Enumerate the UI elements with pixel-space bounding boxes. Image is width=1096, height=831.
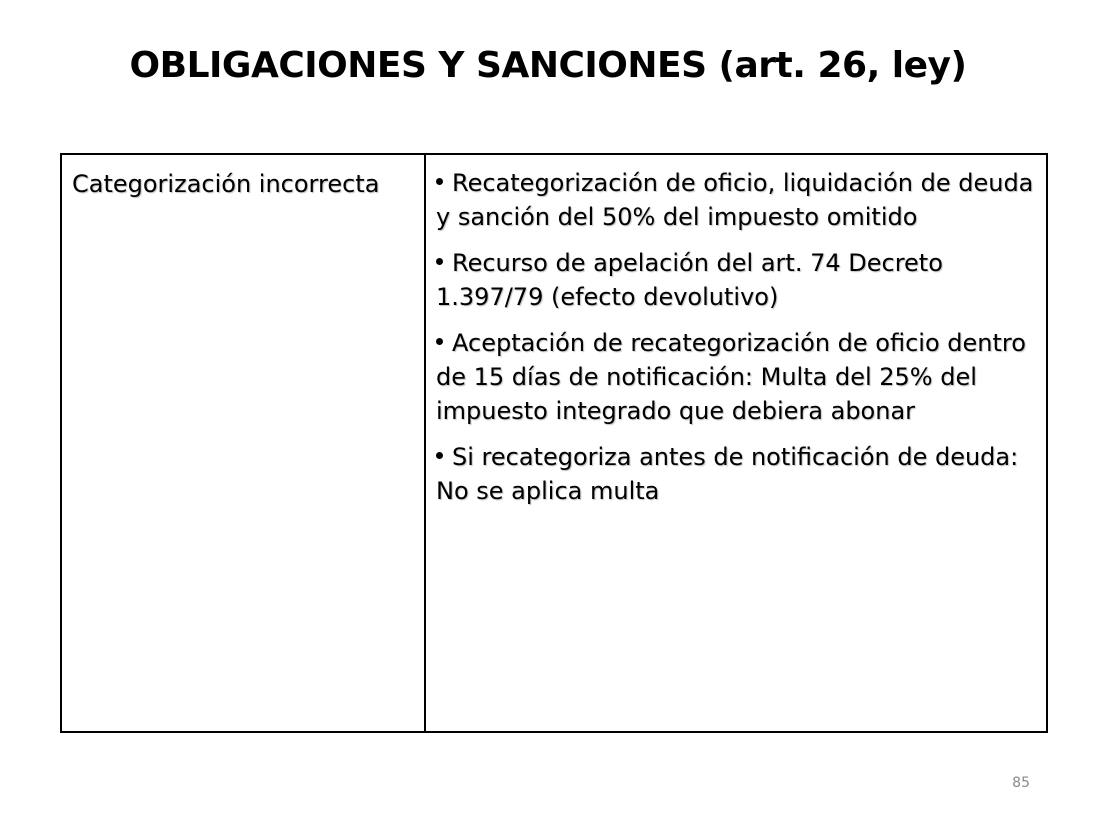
list-item-text: Aceptación de recategorización de oficio dentro de 15 días de notificación: Multa del 25% del impuesto integrado que debiera abonar	[436, 329, 1026, 425]
bullet-icon	[436, 178, 443, 185]
bullet-icon	[436, 338, 443, 345]
list-item-text: Si recategoriza antes de notificación de deuda: No se aplica multa	[436, 443, 1019, 505]
category-label: Categorización incorrecta	[72, 170, 380, 198]
list-item	[436, 167, 1036, 234]
slide-title: OBLIGACIONES Y SANCIONES (art. 26, ley)	[129, 45, 967, 86]
content-table	[60, 153, 1048, 733]
page-number: 85	[1012, 775, 1030, 791]
bullet-icon	[436, 452, 443, 459]
list-item-text: Recategorización de oficio, liquidación de deuda y sanción del 50% del impuesto omitido	[436, 169, 1034, 231]
list-item	[436, 441, 1036, 508]
list-item	[436, 247, 1036, 314]
category-cell	[61, 154, 425, 732]
consequences-list	[436, 167, 1036, 508]
list-item-text: Recurso de apelación del art. 74 Decreto 1.397/79 (efecto devolutivo)	[436, 249, 943, 311]
list-item	[436, 327, 1036, 428]
bullet-icon	[436, 258, 443, 265]
table-row	[61, 154, 1047, 732]
consequences-cell	[425, 154, 1047, 732]
